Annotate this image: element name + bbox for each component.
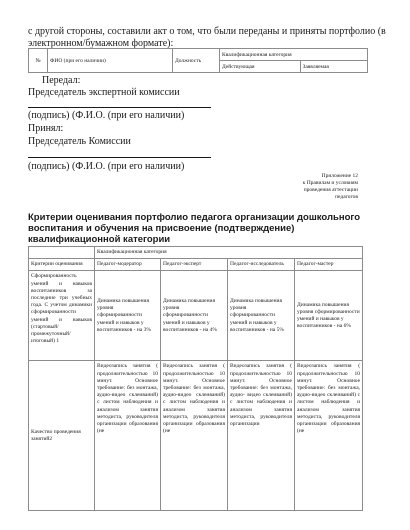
appendix-line-2: к Правилам и условиям [302,180,358,186]
transfer-table [28,48,368,73]
signature-caption-2: (подпись) (Ф.И.О. (при его наличии) [28,161,185,172]
intro-paragraph: с другой стороны, составили акт о том, что были переданы и приняты портфолио (в электронном/бумажном формате): [28,26,386,49]
moderator-cell: Видеозапись занятия ( продолжительностью 10 минут. Основное требование: без монтажа, аудио-видео склеиваний) с листом наблюдения и анализом занятия методиста, руководителя организации образования (не [95,361,161,511]
col-current-header: Действующая [220,61,301,73]
signature-line-1 [28,107,211,108]
appendix-line-4: педагогов [335,194,358,200]
col-researcher-header: Педагог-исследователь [228,259,295,271]
expert-chair-label: Председатель экспертной комиссии [28,87,180,98]
table-row [29,361,363,511]
appendix-note [218,173,358,201]
expert-cell: Видеозапись занятия ( продолжительностью 10 минут. Основное требование: без монтажа, аудио-видео склеиваний) с листом наблюдения и анализом занятия методиста, руководителя организации образования (не [161,361,228,511]
signature-caption-1: (подпись) (Ф.И.О. (при его наличии) [28,110,185,121]
criterion-cell: Качество проведения занятий2 [29,361,95,511]
category-group-header: Квалификационная категория [95,247,363,259]
col-moderator-header: Педагог-модератор [95,259,161,271]
col-category-header: Квалификационная категория [220,49,368,61]
col-master-header: Педагог-мастер [295,259,363,271]
criterion-cell: Сформированность умений и навыков воспитанников за последние три учебных года. С учетом динамики сформированности умений и навыков (стартовый/ промежуточный/ итоговый) 1 [29,271,95,361]
col-position-header: Должность [173,49,220,73]
appendix-line-1: Приложение 12 [321,173,358,179]
appendix-line-3: проведения аттестации [303,187,358,193]
expert-cell: Динамика повышения уровня сформированности умений и навыков у воспитанников - на 4% [161,271,228,361]
col-claimed-header: Заявляемая [300,61,367,73]
col-criteria-header: Критерии оценивания [29,259,95,271]
table-row [29,271,363,361]
transferred-label: Передал: [42,75,81,86]
criteria-table [28,246,363,511]
moderator-cell: Динамика повышения уровня сформированности умений и навыков у воспитанников - на 3% [95,271,161,361]
accepted-label: Принял: [28,123,64,134]
col-expert-header: Педагог-эксперт [161,259,228,271]
master-cell: Видеозапись занятия ( продолжительностью 10 минут. Основное требование: без монтажа, аудио-видео склеиваний) с листом наблюдения и анализом занятия методиста, руководителя организации образования (не [295,361,363,511]
col-no-header: № [29,49,48,73]
researcher-cell: Динамика повышения уровня сформированности умений и навыков у воспитанников - на 5% [228,271,295,361]
signature-line-2 [28,157,211,158]
criteria-heading: Критерии оценивания портфолио педагога организации дошкольного воспитания и обучения на присвоение (подтверждение) квалификационной категории [28,212,361,245]
master-cell: Динамика повышения уровня сформированности умений и навыков у воспитанников - на 6% [295,271,363,361]
researcher-cell: Видеозапись занятия ( продолжительностью 10 минут. Основное требование: без монтажа, аудио- видео склеиваний) с листом наблюдения и анализом занятия методиста, руководителя организации [228,361,295,511]
col-name-header: ФИО (при его наличии) [48,49,173,73]
commission-chair-label: Председатель Комиссии [28,136,131,147]
blank-corner-cell [29,247,95,259]
